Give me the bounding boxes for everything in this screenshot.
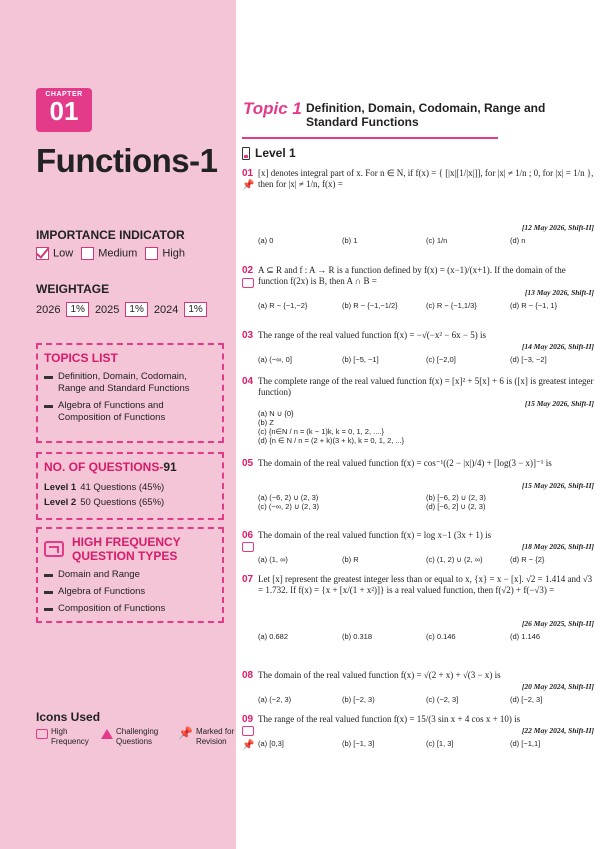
questions-heading [44,460,216,474]
topics-list-item: Definition, Domain, Codomain, Range and Standard Functions [44,371,216,395]
option: (c) (−2, 3] [426,695,459,704]
questions-count: 41 Questions (45%) [80,482,165,493]
option: (a) N ∪ {0} [258,409,294,418]
questions-heading-label: NO. OF QUESTIONS- [44,460,164,474]
question-text: [x] denotes integral part of x. For n ∈ N, if f(x) = { [|x|[1/|x|]], for |x| ≠ 1/n ; 0, for |x| = 1/n }, then for |x| ≠ 1/n, f(x) = [258,168,594,189]
high-frequency-icon [242,278,254,288]
icons-used-item [101,727,168,747]
weightage-value: 1% [125,302,147,317]
option: (c) 0.146 [426,632,456,641]
high-frequency-item: Algebra of Functions [44,586,216,598]
checkbox-icon [145,247,158,260]
option: (b) R [342,555,359,564]
topic-label: Topic 1 [243,99,302,118]
question-text: The range of the real valued function f(x) = −√(−x² − 6x − 5) is [258,330,486,340]
question [242,168,594,246]
weightage-year: 2026 [36,303,61,316]
option: (b) [−5, −1] [342,355,379,364]
option: (a) R − {−1,−2} [258,301,308,310]
checkbox-checked-icon [36,247,49,260]
option: (a) 0 [258,236,274,245]
question-source: [13 May 2026, Shift-I] [524,288,594,297]
question-options [258,354,594,365]
checkbox-icon [81,247,94,260]
option: (b) [−2, 3) [342,695,375,704]
option: (d) [−2, 3] [510,695,543,704]
option: (d) n [510,236,526,245]
question-number: 09 [242,714,254,725]
question-options [258,554,594,565]
high-frequency-icon [242,726,254,736]
icons-used-label: High Frequency [51,727,89,746]
question-source: [18 May 2026, Shift-II] [521,542,594,551]
question-source: [26 May 2025, Shift-II] [521,619,594,628]
option: (d) {n ∈ N / n = (2 + k)(3 + k), k = 0, 1, 2, ...} [258,436,405,445]
question-number: 02 [242,265,254,276]
option: (c) 1/n [426,236,448,245]
icons-used-item [36,727,91,747]
importance-heading: IMPORTANCE INDICATOR [36,228,185,242]
option: (a) (1, ∞) [258,555,288,564]
battery-icon [242,147,250,160]
question [242,376,594,445]
icons-used-heading: Icons Used [36,710,101,724]
questions-total: 91 [163,460,177,474]
pin-icon: 📌 [178,726,193,740]
option: (d) [−6, 2] ∪ (2, 3) [426,502,486,511]
option: (d) R − {−1, 1} [510,301,558,310]
question-number: 03 [242,330,254,341]
question-options [258,738,594,749]
weightage-value: 1% [66,302,88,317]
question-text: A ⊆ R and f : A → R is a function defined by f(x) = (x−1)/(x+1). If the domain of the function f(2x) is B, then A ∩ B = [258,265,566,286]
questions-box [36,452,224,520]
option: (a) [0,3] [258,739,284,748]
option: (d) [−3, −2] [510,355,547,364]
weightage-row [36,302,207,317]
high-frequency-heading: HIGH FREQUENCY QUESTION TYPES [72,535,181,563]
importance-low-label: Low [53,247,74,260]
high-frequency-icon [242,542,254,552]
questions-row [44,480,216,495]
questions-count: 50 Questions (65%) [80,497,165,508]
question-text: The complete range of the real valued function f(x) = [x]² + 5[x] + 6 is ([x] is greatest integer function) [258,376,594,397]
topics-list-item: Algebra of Functions and Composition of Functions [44,400,216,424]
topic-title: Definition, Domain, Codomain, Range and Standard Functions [306,101,546,129]
option: (b) 1 [342,236,358,245]
icons-used-item [178,727,240,747]
question-options [258,493,594,511]
option: (d) R − {2} [510,555,545,564]
question-options [258,631,594,642]
importance-levels [36,247,185,260]
high-frequency-item: Domain and Range [44,569,216,581]
option: (b) [−6, 2) ∪ (2, 3) [426,493,486,502]
option: (d) 1.146 [510,632,541,641]
importance-medium-label: Medium [98,247,138,260]
importance-high-label: High [162,247,185,260]
question [242,330,594,365]
question-number: 05 [242,458,254,469]
option: (a) 0.682 [258,632,289,641]
question-options [258,409,594,445]
chapter-label: CHAPTER [45,91,83,98]
chapter-badge [36,88,92,132]
icons-used-label: Marked for Revision [195,727,235,746]
question-options [258,300,594,311]
option: (c) (1, 2) ∪ (2, ∞) [426,555,483,564]
importance-low [36,247,73,260]
chapter-title: Functions-1 [36,142,218,179]
question-number: 01 [242,168,254,179]
option: (c) [1, 3] [426,739,454,748]
option: (b) Z [258,418,274,427]
weightage-year: 2025 [94,303,120,316]
sidebar [0,0,236,849]
question-source: [12 May 2026, Shift-II] [521,223,594,232]
question-number: 06 [242,530,254,541]
option: (a) (−2, 3) [258,695,292,704]
pin-icon: 📌 [242,740,255,751]
question-options [258,694,594,705]
question-source: [15 May 2026, Shift-II] [521,481,594,490]
option: (b) [−1, 3] [342,739,375,748]
high-frequency-box [36,527,224,623]
topics-list-heading: TOPICS LIST [44,351,118,365]
option: (d) [−1,1] [510,739,541,748]
question [242,265,594,311]
question [242,458,594,511]
weightage-heading: WEIGHTAGE [36,282,110,296]
question-options [258,235,594,246]
question-source: [14 May 2026, Shift-II] [521,342,594,351]
option: (a) (−∞, 0] [258,355,292,364]
level-label: Level 1 [255,146,296,160]
weightage-value: 1% [184,302,206,317]
questions-level: Level 2 [44,497,77,508]
question-source: [22 May 2024, Shift-II] [521,726,594,735]
option: (b) R − {−1,−1/2} [342,301,398,310]
high-frequency-icon [36,729,48,739]
chapter-number: 01 [49,96,79,126]
importance-high [145,247,185,260]
topic-divider [242,137,498,139]
question-number: 07 [242,574,254,585]
option: (b) 0.318 [342,632,373,641]
option: (c) (−∞, 2) ∪ (2, 3) [258,502,320,511]
question [242,574,594,642]
option: (c) [−2,0] [426,355,456,364]
questions-level: Level 1 [44,482,77,493]
challenging-icon [101,729,113,739]
importance-medium [81,247,137,260]
main-content [236,0,600,849]
questions-row [44,495,216,510]
question-source: [15 May 2026, Shift-I] [524,399,594,408]
question-number: 08 [242,670,254,681]
question-number: 04 [242,376,254,387]
high-frequency-item: Composition of Functions [44,603,216,615]
level-heading [242,146,296,160]
high-frequency-icon [44,541,64,557]
question [242,530,594,565]
question-text: The range of the real valued function f(x) = 15/(3 sin x + 4 cos x + 10) is [258,714,521,724]
weightage-year: 2024 [153,303,179,316]
question-text: Let [x] represent the greatest integer less than or equal to x, {x} = x − [x]. √2 = 1.414 and √3 = 1.732. If f(x) = {x + [x/(1 + x²)]} is a real valued function, then f(√2) + f(−√3) = [258,574,593,595]
option: (c) {n∈N / n = (k − 1)k, k = 0, 1, 2, ....} [258,427,384,436]
question [242,714,594,749]
question-source: [20 May 2024, Shift-II] [521,682,594,691]
question-text: The domain of the real valued function f(x) = log x−1 (3x + 1) is [258,530,492,540]
question [242,670,594,705]
icons-used-row [36,727,240,747]
question-text: The domain of the real valued function f(x) = √(2 + x) + √(3 − x) is [258,670,501,680]
topics-list-box [36,343,224,443]
question-text: The domain of the real valued function f(x) = cos⁻¹((2 − |x|)/4) + [log(3 − x)]⁻¹ is [258,458,552,468]
icons-used-label: Challenging Questions [116,727,159,746]
option: (a) (−6, 2) ∪ (2, 3) [258,493,319,502]
option: (c) R − {−1,1/3} [426,301,477,310]
pin-icon: 📌 [242,180,255,191]
high-frequency-header [44,535,216,563]
